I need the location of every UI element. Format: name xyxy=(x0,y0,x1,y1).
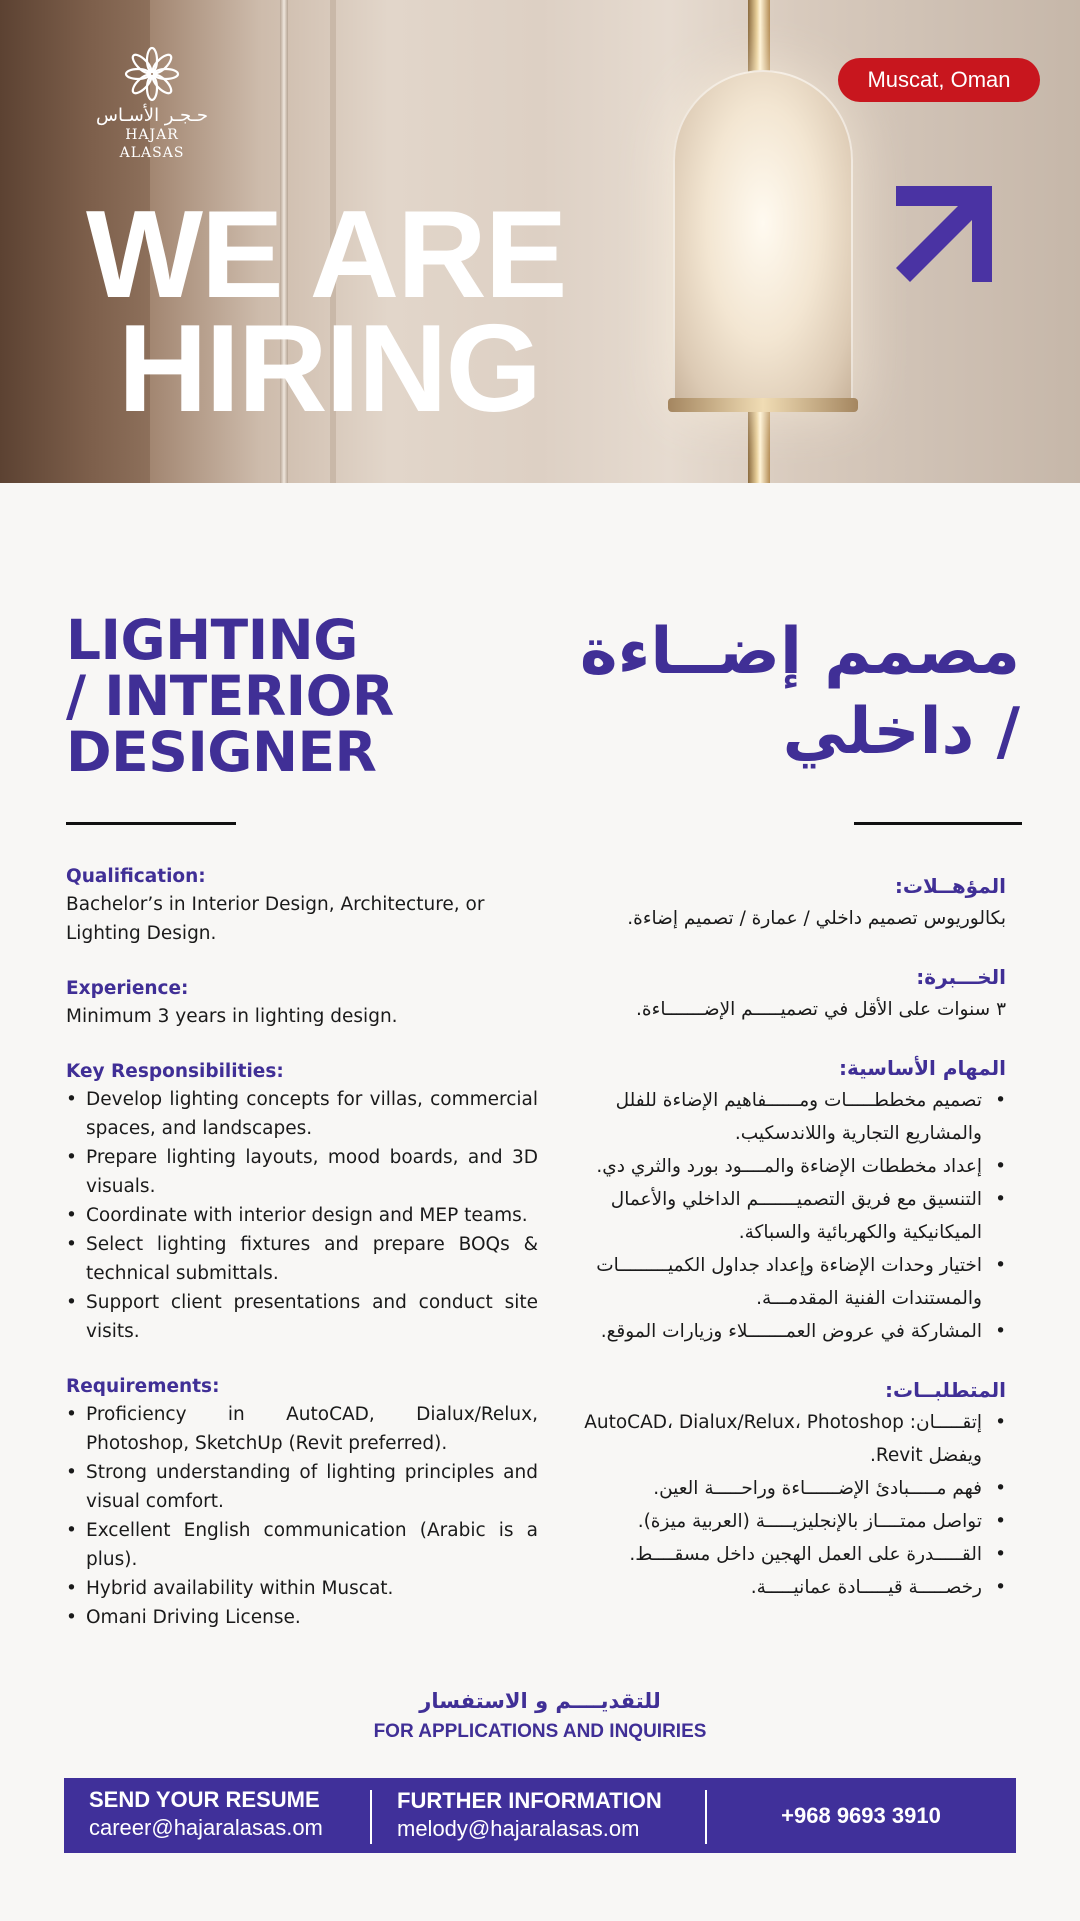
lamp-rim xyxy=(668,398,858,412)
job-title-line: مصمم إضــاءة xyxy=(579,615,1020,689)
divider xyxy=(854,822,1022,825)
list-item: • Develop lighting concepts for villas, commercial spaces, and landscapes. xyxy=(66,1085,538,1143)
headline-line-1: WE ARE xyxy=(86,186,566,324)
job-title-arabic xyxy=(520,612,1020,772)
list-item: • Prepare lighting layouts, mood boards, and 3D visuals. xyxy=(66,1143,538,1201)
info-contact xyxy=(397,1778,697,1853)
list-item: • Strong understanding of lighting principles and visual comfort. xyxy=(66,1458,538,1516)
phone-number-link[interactable]: +968 9693 3910 xyxy=(781,1803,941,1828)
list-item: • Excellent English communication (Arabic is a plus). xyxy=(66,1516,538,1574)
job-title-line: LIGHTING xyxy=(66,608,358,672)
arabic-details xyxy=(578,870,1006,1630)
requirements-list xyxy=(66,1400,538,1632)
divider xyxy=(370,1790,372,1844)
list-item: • اختيار وحدات الإضاءة وإعداد جداول الكميـــــــــات والمستندات الفنية المقدمـــة. xyxy=(578,1249,1006,1315)
location-badge: Muscat, Oman xyxy=(838,58,1040,102)
list-item: • إعداد مخططات الإضاءة والمــــود بورد والثري دي. xyxy=(578,1150,1006,1183)
hiring-headline xyxy=(86,186,566,438)
apply-heading-english: FOR APPLICATIONS AND INQUIRIES xyxy=(373,1721,707,1742)
qualification-heading: Qualification: xyxy=(66,866,206,887)
job-title-line: DESIGNER xyxy=(66,720,377,784)
hero-banner xyxy=(0,0,1080,483)
brand-name-arabic: حـجـر الأسـاس xyxy=(95,105,209,126)
experience-heading: Experience: xyxy=(66,978,189,999)
qualification-heading-arabic: المؤهــلات: xyxy=(894,874,1006,898)
resume-label: SEND YOUR RESUME xyxy=(89,1787,320,1812)
job-title-line: / داخلي xyxy=(782,695,1020,769)
brand-logo xyxy=(92,46,212,162)
responsibilities-heading-arabic: المهام الأساسية: xyxy=(839,1056,1006,1080)
qualification-text: Bachelor’s in Interior Design, Architecture, or Lighting Design. xyxy=(66,894,485,944)
arrow-up-right-icon xyxy=(892,182,996,286)
brand-name-english: HAJAR ALASAS xyxy=(119,127,185,161)
list-item: • المشاركة في عروض العمـــــــلاء وزيارات الموقع. xyxy=(578,1315,1006,1348)
list-item: • Select lighting fixtures and prepare BOQs & technical submittals. xyxy=(66,1230,538,1288)
job-title-line: / INTERIOR xyxy=(66,664,394,728)
list-item: • Proficiency in AutoCAD, Dialux/Relux, Photoshop, SketchUp (Revit preferred). xyxy=(66,1400,538,1458)
qualification-text-arabic: بكالوريوس تصميم داخلي / عمارة / تصميم إضاءة. xyxy=(627,908,1006,929)
divider xyxy=(66,822,236,825)
headline-line-2: HIRING xyxy=(118,300,540,438)
list-item: • Support client presentations and conduct site visits. xyxy=(66,1288,538,1346)
list-item: • Coordinate with interior design and MEP teams. xyxy=(66,1201,538,1230)
list-item: • التنسيق مع فريق التصميـــــــم الداخلي والأعمال الميكانيكية والكهربائية والسباكة. xyxy=(578,1183,1006,1249)
resume-contact xyxy=(89,1778,369,1853)
list-item: • Hybrid availability within Muscat. xyxy=(66,1574,538,1603)
list-item: • القـــــدرة على العمل الهجين داخل مسقــــط. xyxy=(578,1538,1006,1571)
english-details xyxy=(66,864,538,1660)
requirements-list-arabic xyxy=(578,1406,1006,1604)
requirements-heading: Requirements: xyxy=(66,1376,220,1397)
experience-text-arabic: ٣ سنوات على الأقل في تصميـــــم الإضـــــــاءة. xyxy=(636,999,1006,1020)
job-title-english xyxy=(66,608,394,784)
info-email-link[interactable]: melody@hajaralasas.om xyxy=(397,1816,640,1841)
list-item: • تواصل ممتــــاز بالإنجليزيـــــة (العربية ميزة). xyxy=(578,1505,1006,1538)
list-item: • تصميم مخططـــــات ومــــــفاهيم الإضاءة للفلل والمشاريع التجارية واللاندسكيب. xyxy=(578,1084,1006,1150)
list-item: • فهم مـــــبادئ الإضــــــاءة وراحـــــة العين. xyxy=(578,1472,1006,1505)
responsibilities-list-arabic xyxy=(578,1084,1006,1348)
lamp-shade xyxy=(673,70,853,410)
list-item: • Omani Driving License. xyxy=(66,1603,538,1632)
list-item: • رخصـــــة قيـــــادة عمانيـــــة. xyxy=(578,1571,1006,1604)
requirements-heading-arabic: المتطلبــات: xyxy=(884,1378,1006,1402)
experience-heading-arabic: الخـــبرة: xyxy=(916,965,1006,989)
apply-heading-arabic: للتقديــــم و الاستفسار xyxy=(419,1689,661,1713)
contact-bar xyxy=(64,1778,1016,1853)
responsibilities-heading: Key Responsibilities: xyxy=(66,1061,284,1082)
info-label: FURTHER INFORMATION xyxy=(397,1788,662,1813)
star-logo-icon xyxy=(124,46,180,102)
list-item: • إتقـــــان: AutoCAD، Dialux/Relux، Photoshop ويفضل Revit. xyxy=(578,1406,1006,1472)
resume-email-link[interactable]: career@hajaralasas.om xyxy=(89,1815,323,1840)
experience-text: Minimum 3 years in lighting design. xyxy=(66,1006,398,1027)
responsibilities-list xyxy=(66,1085,538,1346)
